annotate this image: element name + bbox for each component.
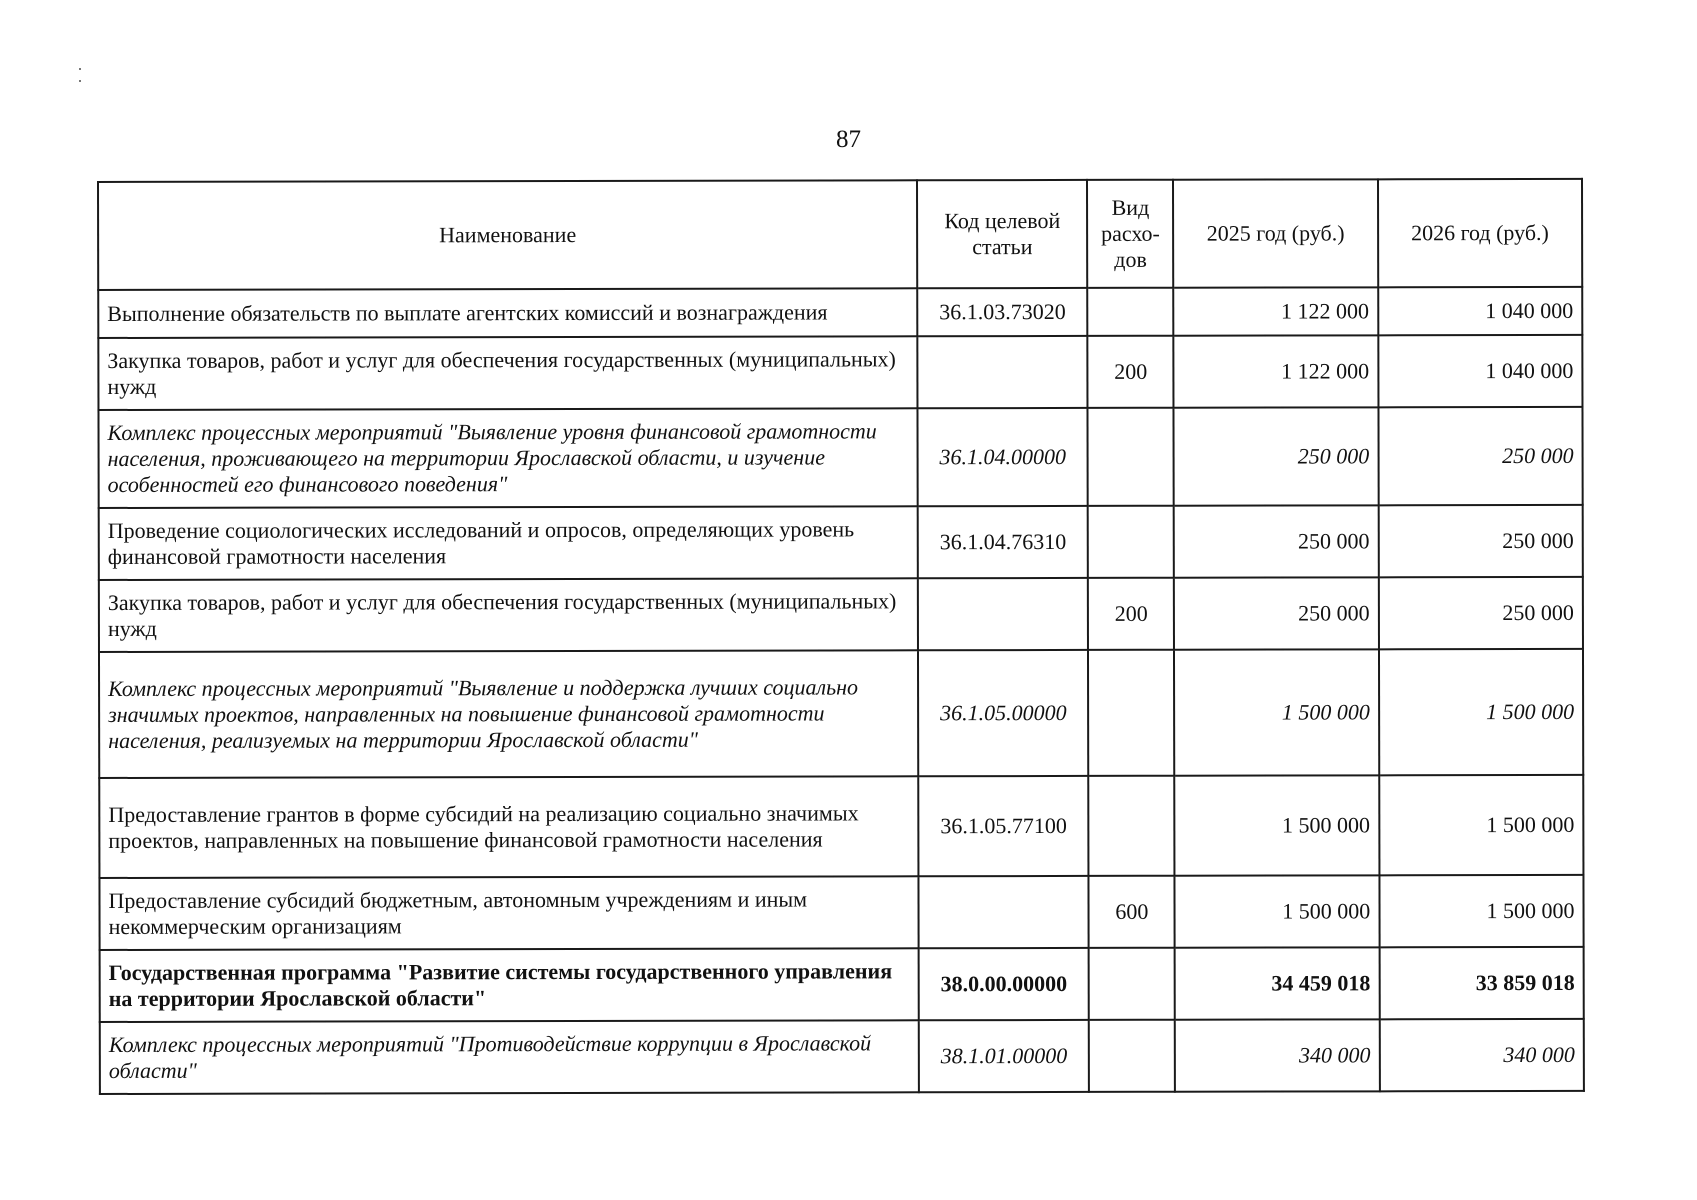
cell-amount-2026: 250 000	[1378, 505, 1582, 577]
table-row	[99, 649, 1583, 778]
cell-code: 38.1.01.00000	[919, 1020, 1089, 1092]
cell-amount-2026: 1 500 000	[1379, 649, 1584, 775]
scan-speck	[79, 80, 81, 82]
cell-amount-2026: 1 040 000	[1378, 287, 1582, 335]
cell-name: Комплекс процессных мероприятий "Противодействие коррупции в Ярославской области"	[100, 1020, 919, 1094]
cell-code: 36.1.04.00000	[918, 408, 1088, 506]
cell-amount-2025: 1 500 000	[1174, 649, 1379, 775]
table-row	[100, 947, 1584, 1022]
cell-expense-type	[1088, 506, 1174, 578]
cell-amount-2025: 1 500 000	[1175, 775, 1379, 875]
table-row	[99, 577, 1583, 652]
table-row	[98, 335, 1582, 410]
header-code: Код целевой статьи	[917, 180, 1087, 288]
cell-amount-2026: 33 859 018	[1379, 947, 1583, 1019]
cell-amount-2025: 340 000	[1175, 1019, 1379, 1091]
table-row	[99, 775, 1583, 878]
cell-amount-2026: 1 500 000	[1379, 775, 1584, 875]
cell-code: 36.1.03.73020	[917, 288, 1087, 336]
cell-expense-type	[1089, 948, 1175, 1020]
cell-expense-type	[1088, 408, 1174, 506]
cell-code	[919, 876, 1089, 948]
cell-name: Комплекс процессных мероприятий "Выявление и поддержка лучших социально значимых проектов, направленных на повышение финансовой грамотности населения, реализуемых на территории Ярославской области"	[99, 650, 918, 778]
cell-amount-2026: 1 040 000	[1378, 335, 1582, 407]
cell-code: 38.0.00.00000	[919, 948, 1089, 1020]
scan-speck	[79, 68, 81, 70]
cell-code: 36.1.05.00000	[918, 650, 1088, 776]
cell-amount-2026: 340 000	[1379, 1019, 1583, 1091]
header-name: Наименование	[98, 180, 917, 290]
cell-amount-2025: 34 459 018	[1175, 947, 1379, 1019]
cell-expense-type: 200	[1088, 578, 1174, 650]
cell-amount-2025: 250 000	[1174, 505, 1378, 577]
table-row	[99, 875, 1583, 950]
cell-name: Комплекс процессных мероприятий "Выявление уровня финансовой грамотности населения, проживающего на территории Ярославской области, и изучение особенностей его финансового поведения"	[98, 408, 917, 508]
table-header	[98, 179, 1582, 290]
cell-name: Выполнение обязательств по выплате агентских комиссий и вознаграждения	[98, 288, 917, 338]
header-expense-type: Вид расхо-дов	[1087, 180, 1173, 288]
cell-name: Закупка товаров, работ и услуг для обеспечения государственных (муниципальных) нужд	[99, 578, 918, 652]
table-row	[98, 407, 1582, 508]
table-row	[100, 1019, 1584, 1094]
cell-code: 36.1.04.76310	[918, 506, 1088, 578]
cell-amount-2025: 1 122 000	[1174, 287, 1378, 335]
cell-expense-type	[1089, 1020, 1175, 1092]
cell-amount-2025: 1 122 000	[1174, 335, 1378, 407]
cell-amount-2026: 250 000	[1379, 577, 1583, 649]
cell-expense-type	[1088, 288, 1174, 336]
cell-amount-2025: 250 000	[1174, 577, 1378, 649]
header-row	[98, 179, 1582, 290]
table-row	[99, 505, 1583, 580]
page-number: 87	[836, 126, 861, 153]
cell-expense-type	[1088, 650, 1174, 776]
cell-code	[918, 578, 1088, 650]
cell-expense-type: 200	[1088, 336, 1174, 408]
cell-amount-2026: 250 000	[1378, 407, 1583, 505]
cell-name: Государственная программа "Развитие системы государственного управления на территории Ярославской области"	[100, 948, 919, 1022]
cell-name: Предоставление субсидий бюджетным, автономным учреждениям и иным некоммерческим организациям	[99, 876, 918, 950]
cell-expense-type	[1089, 776, 1175, 876]
header-year-2026: 2026 год (руб.)	[1378, 179, 1583, 287]
header-year-2025: 2025 год (руб.)	[1173, 179, 1377, 287]
cell-amount-2026: 1 500 000	[1379, 875, 1583, 947]
cell-code: 36.1.05.77100	[918, 776, 1088, 876]
cell-name: Проведение социологических исследований и опросов, определяющих уровень финансовой грамотности населения	[99, 506, 918, 580]
table-row	[98, 287, 1582, 338]
cell-name: Закупка товаров, работ и услуг для обеспечения государственных (муниципальных) нужд	[98, 336, 917, 410]
cell-expense-type: 600	[1089, 876, 1175, 948]
cell-amount-2025: 1 500 000	[1175, 875, 1379, 947]
cell-name: Предоставление грантов в форме субсидий на реализацию социально значимых проектов, направленных на повышение финансовой грамотности населения	[99, 776, 918, 878]
budget-table	[97, 178, 1585, 1095]
cell-amount-2025: 250 000	[1174, 407, 1378, 505]
table-body	[98, 287, 1584, 1094]
cell-code	[917, 336, 1087, 408]
